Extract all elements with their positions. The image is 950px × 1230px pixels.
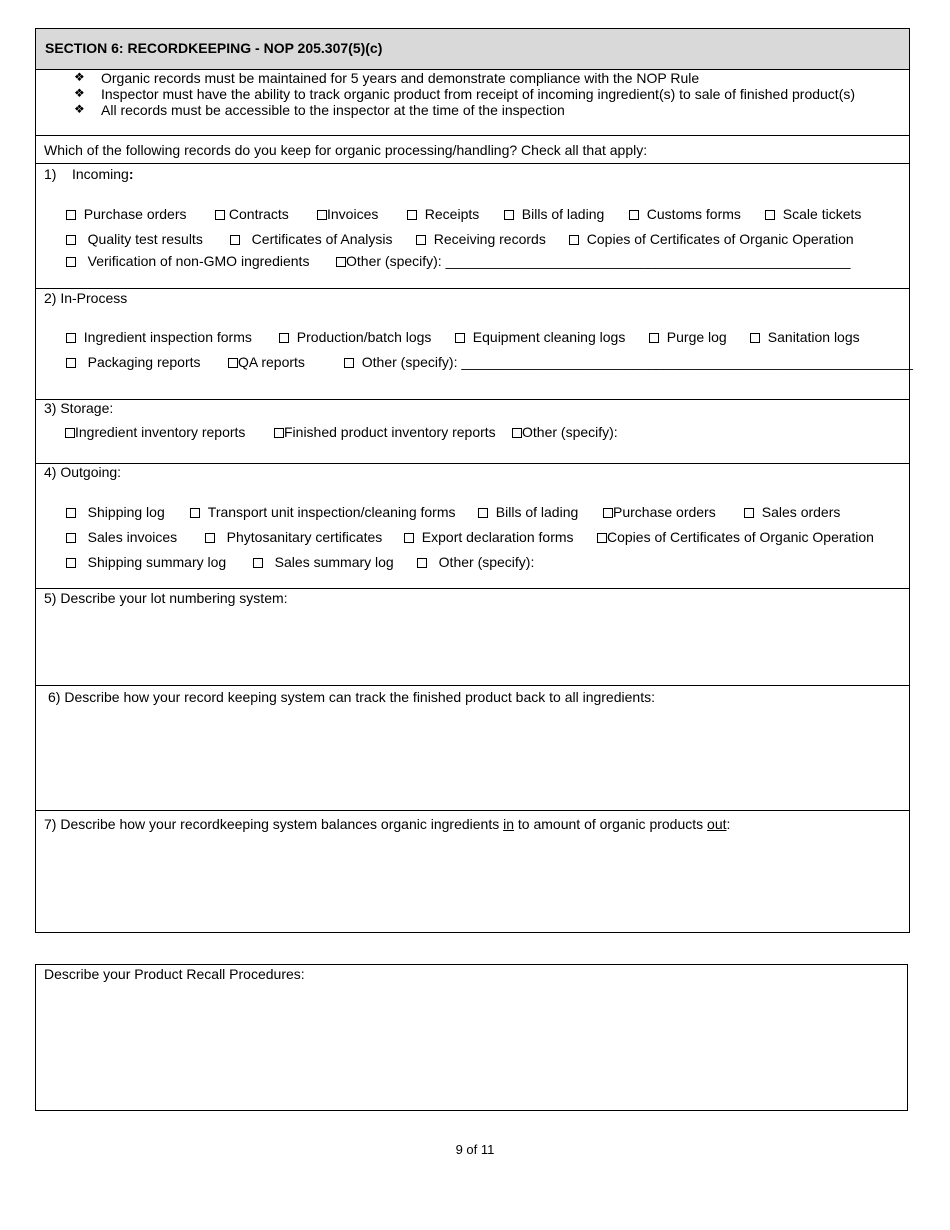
checkbox-packaging-reports[interactable] bbox=[66, 354, 201, 370]
checkbox-icon[interactable] bbox=[629, 210, 639, 220]
checkbox-icon[interactable] bbox=[455, 333, 465, 343]
checkbox-icon[interactable] bbox=[253, 558, 263, 568]
checkbox-label: Sales summary log bbox=[274, 554, 394, 570]
checkbox-icon[interactable] bbox=[66, 235, 76, 245]
checkbox-customs-forms[interactable] bbox=[629, 206, 741, 222]
checkbox-icon[interactable] bbox=[417, 558, 427, 568]
checkbox-ingredient-inspection-forms[interactable] bbox=[66, 329, 252, 345]
checkbox-sanitation-logs[interactable] bbox=[750, 329, 860, 345]
checkbox-phytosanitary-certificates[interactable] bbox=[205, 529, 382, 545]
checkbox-equipment-cleaning-logs[interactable] bbox=[455, 329, 625, 345]
checkbox-scale-tickets[interactable] bbox=[765, 206, 861, 222]
requirement-item: All records must be accessible to the inspector at the time of the inspection bbox=[101, 102, 565, 118]
checkbox-icon[interactable] bbox=[404, 533, 414, 543]
inprocess-label: 2) In-Process bbox=[44, 290, 128, 306]
checkbox-label: Scale tickets bbox=[782, 206, 862, 222]
checkbox-label: Sales orders bbox=[761, 504, 841, 520]
checkbox-icon[interactable] bbox=[230, 235, 240, 245]
checkbox-invoices[interactable] bbox=[317, 206, 378, 222]
question-text: Which of the following records do you keep for organic processing/handling? Check all that apply: bbox=[44, 142, 648, 158]
checkbox-inprocess-other[interactable] bbox=[344, 354, 913, 370]
checkbox-icon[interactable] bbox=[65, 428, 75, 438]
checkbox-storage-other[interactable] bbox=[512, 424, 618, 440]
bullet-icon: ❖ bbox=[74, 70, 85, 84]
checkbox-label: Production/batch logs bbox=[296, 329, 432, 345]
checkbox-label: Purchase orders bbox=[83, 206, 187, 222]
checkbox-label: Finished product inventory reports bbox=[284, 424, 496, 440]
incoming-label bbox=[72, 166, 133, 182]
checkbox-sales-summary-log[interactable] bbox=[253, 554, 394, 570]
incoming-label-colon: : bbox=[128, 166, 134, 182]
checkbox-icon[interactable] bbox=[597, 533, 607, 543]
checkbox-label: Shipping summary log bbox=[87, 554, 227, 570]
recordkeeping-form bbox=[35, 28, 913, 933]
checkbox-icon[interactable] bbox=[66, 558, 76, 568]
checkbox-production-batch-logs[interactable] bbox=[279, 329, 431, 345]
lot-numbering-question: 5) Describe your lot numbering system: bbox=[44, 590, 288, 606]
checkbox-label: Contracts bbox=[228, 206, 289, 222]
checkbox-label: Other (specify): ____________________________________________________ bbox=[346, 253, 851, 269]
inprocess-section bbox=[36, 289, 913, 400]
checkbox-icon[interactable] bbox=[765, 210, 775, 220]
checkbox-contracts[interactable] bbox=[215, 206, 289, 222]
checkbox-label: Ingredient inventory reports bbox=[75, 424, 246, 440]
outgoing-label: 4) Outgoing: bbox=[44, 464, 122, 480]
checkbox-icon[interactable] bbox=[190, 508, 200, 518]
checkbox-icon[interactable] bbox=[66, 358, 76, 368]
checkbox-bills-of-lading-out[interactable] bbox=[478, 504, 578, 520]
checkbox-icon[interactable] bbox=[512, 428, 522, 438]
checkbox-label: Sales invoices bbox=[87, 529, 178, 545]
checkbox-shipping-log[interactable] bbox=[66, 504, 165, 520]
balance-question-mid: to amount of organic products bbox=[514, 816, 708, 832]
checkbox-icon[interactable] bbox=[66, 210, 76, 220]
checkbox-label: Ingredient inspection forms bbox=[83, 329, 252, 345]
checkbox-purchase-orders-out[interactable] bbox=[603, 504, 716, 520]
checkbox-label: Phytosanitary certificates bbox=[226, 529, 383, 545]
checkbox-label: Purchase orders bbox=[613, 504, 716, 520]
checkbox-label: Customs forms bbox=[646, 206, 741, 222]
checkbox-label: Bills of lading bbox=[521, 206, 605, 222]
balance-question bbox=[44, 816, 730, 832]
checkbox-icon[interactable] bbox=[228, 358, 238, 368]
recall-question: Describe your Product Recall Procedures: bbox=[44, 966, 305, 982]
checkbox-icon[interactable] bbox=[66, 333, 76, 343]
checkbox-bills-of-lading[interactable] bbox=[504, 206, 604, 222]
section-header bbox=[36, 29, 909, 70]
checkbox-icon[interactable] bbox=[66, 508, 76, 518]
recall-procedures-box[interactable] bbox=[35, 964, 908, 1111]
checkbox-label: Bills of lading bbox=[495, 504, 579, 520]
incoming-section bbox=[36, 164, 909, 289]
storage-label: 3) Storage: bbox=[44, 400, 114, 416]
checkbox-ingredient-inventory[interactable] bbox=[65, 424, 245, 440]
requirement-item: Inspector must have the ability to track organic product from receipt of incoming ingredient(s) to sale of finished product(s) bbox=[101, 86, 856, 102]
requirements-list bbox=[36, 70, 909, 136]
checkbox-icon[interactable] bbox=[66, 257, 76, 267]
checkbox-icon[interactable] bbox=[569, 235, 579, 245]
lot-numbering-section[interactable] bbox=[36, 589, 909, 686]
checkbox-icon[interactable] bbox=[279, 333, 289, 343]
incoming-number: 1) bbox=[44, 166, 57, 182]
checkbox-quality-test-results[interactable] bbox=[66, 231, 203, 247]
checkbox-finished-product-inventory[interactable] bbox=[274, 424, 496, 440]
checkbox-label: Copies of Certificates of Organic Operation bbox=[586, 231, 854, 247]
checkbox-purge-log[interactable] bbox=[649, 329, 727, 345]
checkbox-icon[interactable] bbox=[416, 235, 426, 245]
checkbox-label: Equipment cleaning logs bbox=[472, 329, 626, 345]
checkbox-label: Other (specify): __________________________________________________________ bbox=[361, 354, 913, 370]
checkbox-icon[interactable] bbox=[478, 508, 488, 518]
checkbox-label: Other (specify): bbox=[438, 554, 535, 570]
balance-out: out bbox=[707, 816, 727, 832]
checkbox-icon[interactable] bbox=[215, 210, 225, 220]
checkbox-label: Packaging reports bbox=[87, 354, 201, 370]
checkbox-label: Quality test results bbox=[87, 231, 203, 247]
checkbox-icon[interactable] bbox=[274, 428, 284, 438]
checkbox-receiving-records[interactable] bbox=[416, 231, 546, 247]
bullet-icon: ❖ bbox=[74, 102, 85, 116]
checkbox-label: Invoices bbox=[327, 206, 379, 222]
checkbox-receipts[interactable] bbox=[407, 206, 479, 222]
storage-section bbox=[36, 400, 909, 464]
checkbox-icon[interactable] bbox=[649, 333, 659, 343]
checkbox-icon[interactable] bbox=[344, 358, 354, 368]
section-title: SECTION 6: RECORDKEEPING - NOP 205.307(5)(c) bbox=[45, 40, 383, 56]
records-question bbox=[36, 136, 909, 164]
checkbox-export-declaration-forms[interactable] bbox=[404, 529, 574, 545]
checkbox-label: Other (specify): bbox=[522, 424, 618, 440]
checkbox-verification-non-gmo[interactable] bbox=[66, 253, 309, 269]
checkbox-icon[interactable] bbox=[317, 210, 327, 220]
incoming-label-text: Incoming bbox=[72, 166, 129, 182]
traceability-section[interactable] bbox=[36, 686, 909, 811]
checkbox-qa-reports[interactable] bbox=[228, 354, 305, 370]
traceability-question: 6) Describe how your record keeping system can track the finished product back to all ingredients: bbox=[48, 689, 655, 705]
page-number: 9 of 11 bbox=[455, 1142, 495, 1157]
balance-question-post: : bbox=[726, 816, 731, 832]
checkbox-outgoing-other[interactable] bbox=[417, 554, 534, 570]
requirement-item: Organic records must be maintained for 5 years and demonstrate compliance with the NOP Rule bbox=[101, 70, 700, 86]
balance-in: in bbox=[503, 816, 515, 832]
checkbox-icon[interactable] bbox=[603, 508, 613, 518]
checkbox-label: Certificates of Analysis bbox=[251, 231, 393, 247]
checkbox-icon[interactable] bbox=[66, 533, 76, 543]
checkbox-label: Copies of Certificates of Organic Operation bbox=[607, 529, 874, 545]
checkbox-label: Shipping log bbox=[87, 504, 165, 520]
checkbox-icon[interactable] bbox=[750, 333, 760, 343]
checkbox-transport-unit-inspection[interactable] bbox=[190, 504, 456, 520]
checkbox-label: Export declaration forms bbox=[421, 529, 574, 545]
checkbox-label: Sanitation logs bbox=[767, 329, 860, 345]
checkbox-label: QA reports bbox=[238, 354, 305, 370]
checkbox-sales-orders[interactable] bbox=[744, 504, 840, 520]
checkbox-sales-invoices[interactable] bbox=[66, 529, 177, 545]
checkbox-certificates-of-analysis[interactable] bbox=[230, 231, 393, 247]
checkbox-label: Transport unit inspection/cleaning forms bbox=[207, 504, 456, 520]
checkbox-purchase-orders[interactable] bbox=[66, 206, 187, 222]
checkbox-copies-certificates-out[interactable] bbox=[597, 529, 874, 545]
outgoing-section bbox=[36, 464, 909, 589]
bullet-icon: ❖ bbox=[74, 86, 85, 100]
balance-question-pre: 7) Describe how your recordkeeping system balances organic ingredients bbox=[44, 816, 504, 832]
checkbox-label: Verification of non-GMO ingredients bbox=[87, 253, 310, 269]
checkbox-copies-certificates[interactable] bbox=[569, 231, 854, 247]
checkbox-icon[interactable] bbox=[205, 533, 215, 543]
checkbox-label: Receipts bbox=[424, 206, 480, 222]
balance-section[interactable] bbox=[36, 811, 909, 932]
checkbox-icon[interactable] bbox=[504, 210, 514, 220]
checkbox-label: Purge log bbox=[666, 329, 727, 345]
checkbox-incoming-other[interactable] bbox=[336, 253, 850, 269]
checkbox-label: Receiving records bbox=[433, 231, 546, 247]
checkbox-icon[interactable] bbox=[407, 210, 417, 220]
checkbox-icon[interactable] bbox=[336, 257, 346, 267]
checkbox-icon[interactable] bbox=[744, 508, 754, 518]
checkbox-shipping-summary-log[interactable] bbox=[66, 554, 226, 570]
